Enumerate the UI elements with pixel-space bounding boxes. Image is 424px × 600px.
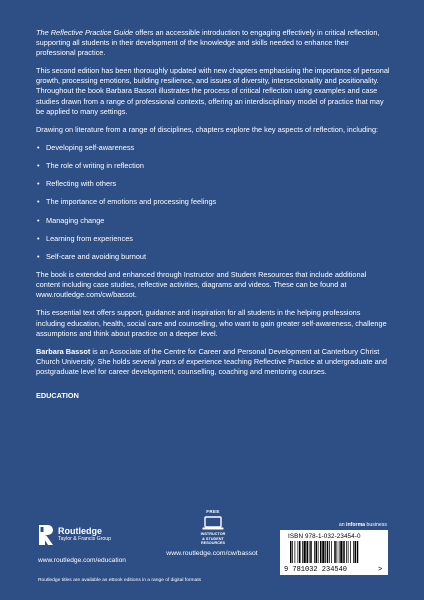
- barcode-icon: [280, 540, 388, 575]
- edition-paragraph: This second edition has been thoroughly updated with new chapters emphasising the importance of personal growth, processing emotions, building resilience, and issues of diversity, intersectionality and positionality. Throughout the book Barbara Bassot illustrates the process of critical reflection using examples and case studies drawn from a range of professional contexts, offering an interdisciplinary model of practice that may be applied to many settings.: [36, 66, 390, 116]
- subject-category: EDUCATION: [36, 391, 79, 400]
- ebook-note: Routledge titles are available as eBook editions in a range of digital formats: [38, 578, 202, 583]
- list-item: • Learning from experiences: [36, 234, 390, 244]
- resources-badge: [190, 509, 236, 546]
- isbn-label: ISBN 978-1-032-23454-0: [288, 533, 361, 540]
- author-bio-text: is an Associate of the Centre for Career and Personal Development at Canterbury Christ Church University. She holds several years of experience teaching Reflective Practice at undergraduate and postgraduate level for career development, counselling, coaching and mentoring courses.: [36, 346, 387, 376]
- publisher-logo: [38, 524, 111, 546]
- chapters-intro: Drawing on literature from a range of disciplines, chapters explore the key aspects of reflection, including:: [36, 124, 379, 134]
- back-cover-text: [36, 28, 390, 401]
- intro-paragraph: [36, 28, 390, 58]
- badge-caption-line: & STUDENT: [202, 536, 224, 541]
- informa-suffix: business: [365, 522, 387, 528]
- barcode-end-marker: >: [378, 566, 383, 574]
- list-item: • Developing self-awareness: [36, 143, 390, 153]
- publisher-url[interactable]: www.routledge.com/education: [38, 557, 126, 564]
- routledge-logo-icon: [38, 524, 54, 546]
- barcode-number: 9 781032 234540: [284, 566, 348, 574]
- list-item: • Self-care and avoiding burnout: [36, 252, 390, 262]
- publisher-subtitle: Taylor & Francis Group: [58, 536, 112, 542]
- author-name: Barbara Bassot: [36, 346, 91, 356]
- barcode-box: [280, 530, 388, 575]
- intro-text: offers an accessible introduction to engaging effectively in critical reflection, supporting all students in their development of the knowledge and skills needed to enhance their professional practice.: [36, 28, 380, 58]
- list-item: • Reflecting with others: [36, 179, 390, 189]
- badge-free-label: FREE: [206, 509, 220, 514]
- list-item: • Managing change: [36, 216, 390, 226]
- informa-business-label: [339, 522, 387, 528]
- book-title: The Reflective Practice Guide: [36, 28, 134, 37]
- badge-caption: [190, 532, 236, 546]
- list-item: • The importance of emotions and processing feelings: [36, 197, 390, 207]
- list-item: • The role of writing in reflection: [36, 161, 390, 171]
- publisher-name: Routledge: [58, 526, 102, 536]
- topics-list: [36, 143, 390, 262]
- informa-prefix: an: [338, 522, 347, 528]
- author-bio: [36, 347, 390, 377]
- audience-paragraph: This essential text offers support, guidance and inspiration for all students in the helping professions including education, health, social care and counselling, who want to gain greater self-awareness, challenge assumptions and think about practice on a deeper level.: [36, 308, 387, 338]
- badge-caption-line: INSTRUCTOR: [200, 532, 226, 536]
- resources-url[interactable]: www.routledge.com/cw/bassot: [166, 550, 258, 557]
- badge-caption-line: RESOURCES: [200, 541, 226, 546]
- informa-brand: informa: [346, 522, 366, 528]
- laptop-icon: [202, 516, 224, 530]
- resources-paragraph: The book is extended and enhanced through Instructor and Student Resources that include additional content including case studies, reflective activities, diagrams and videos. These can be found at www.routledge.com/cw/bassot.: [36, 270, 367, 300]
